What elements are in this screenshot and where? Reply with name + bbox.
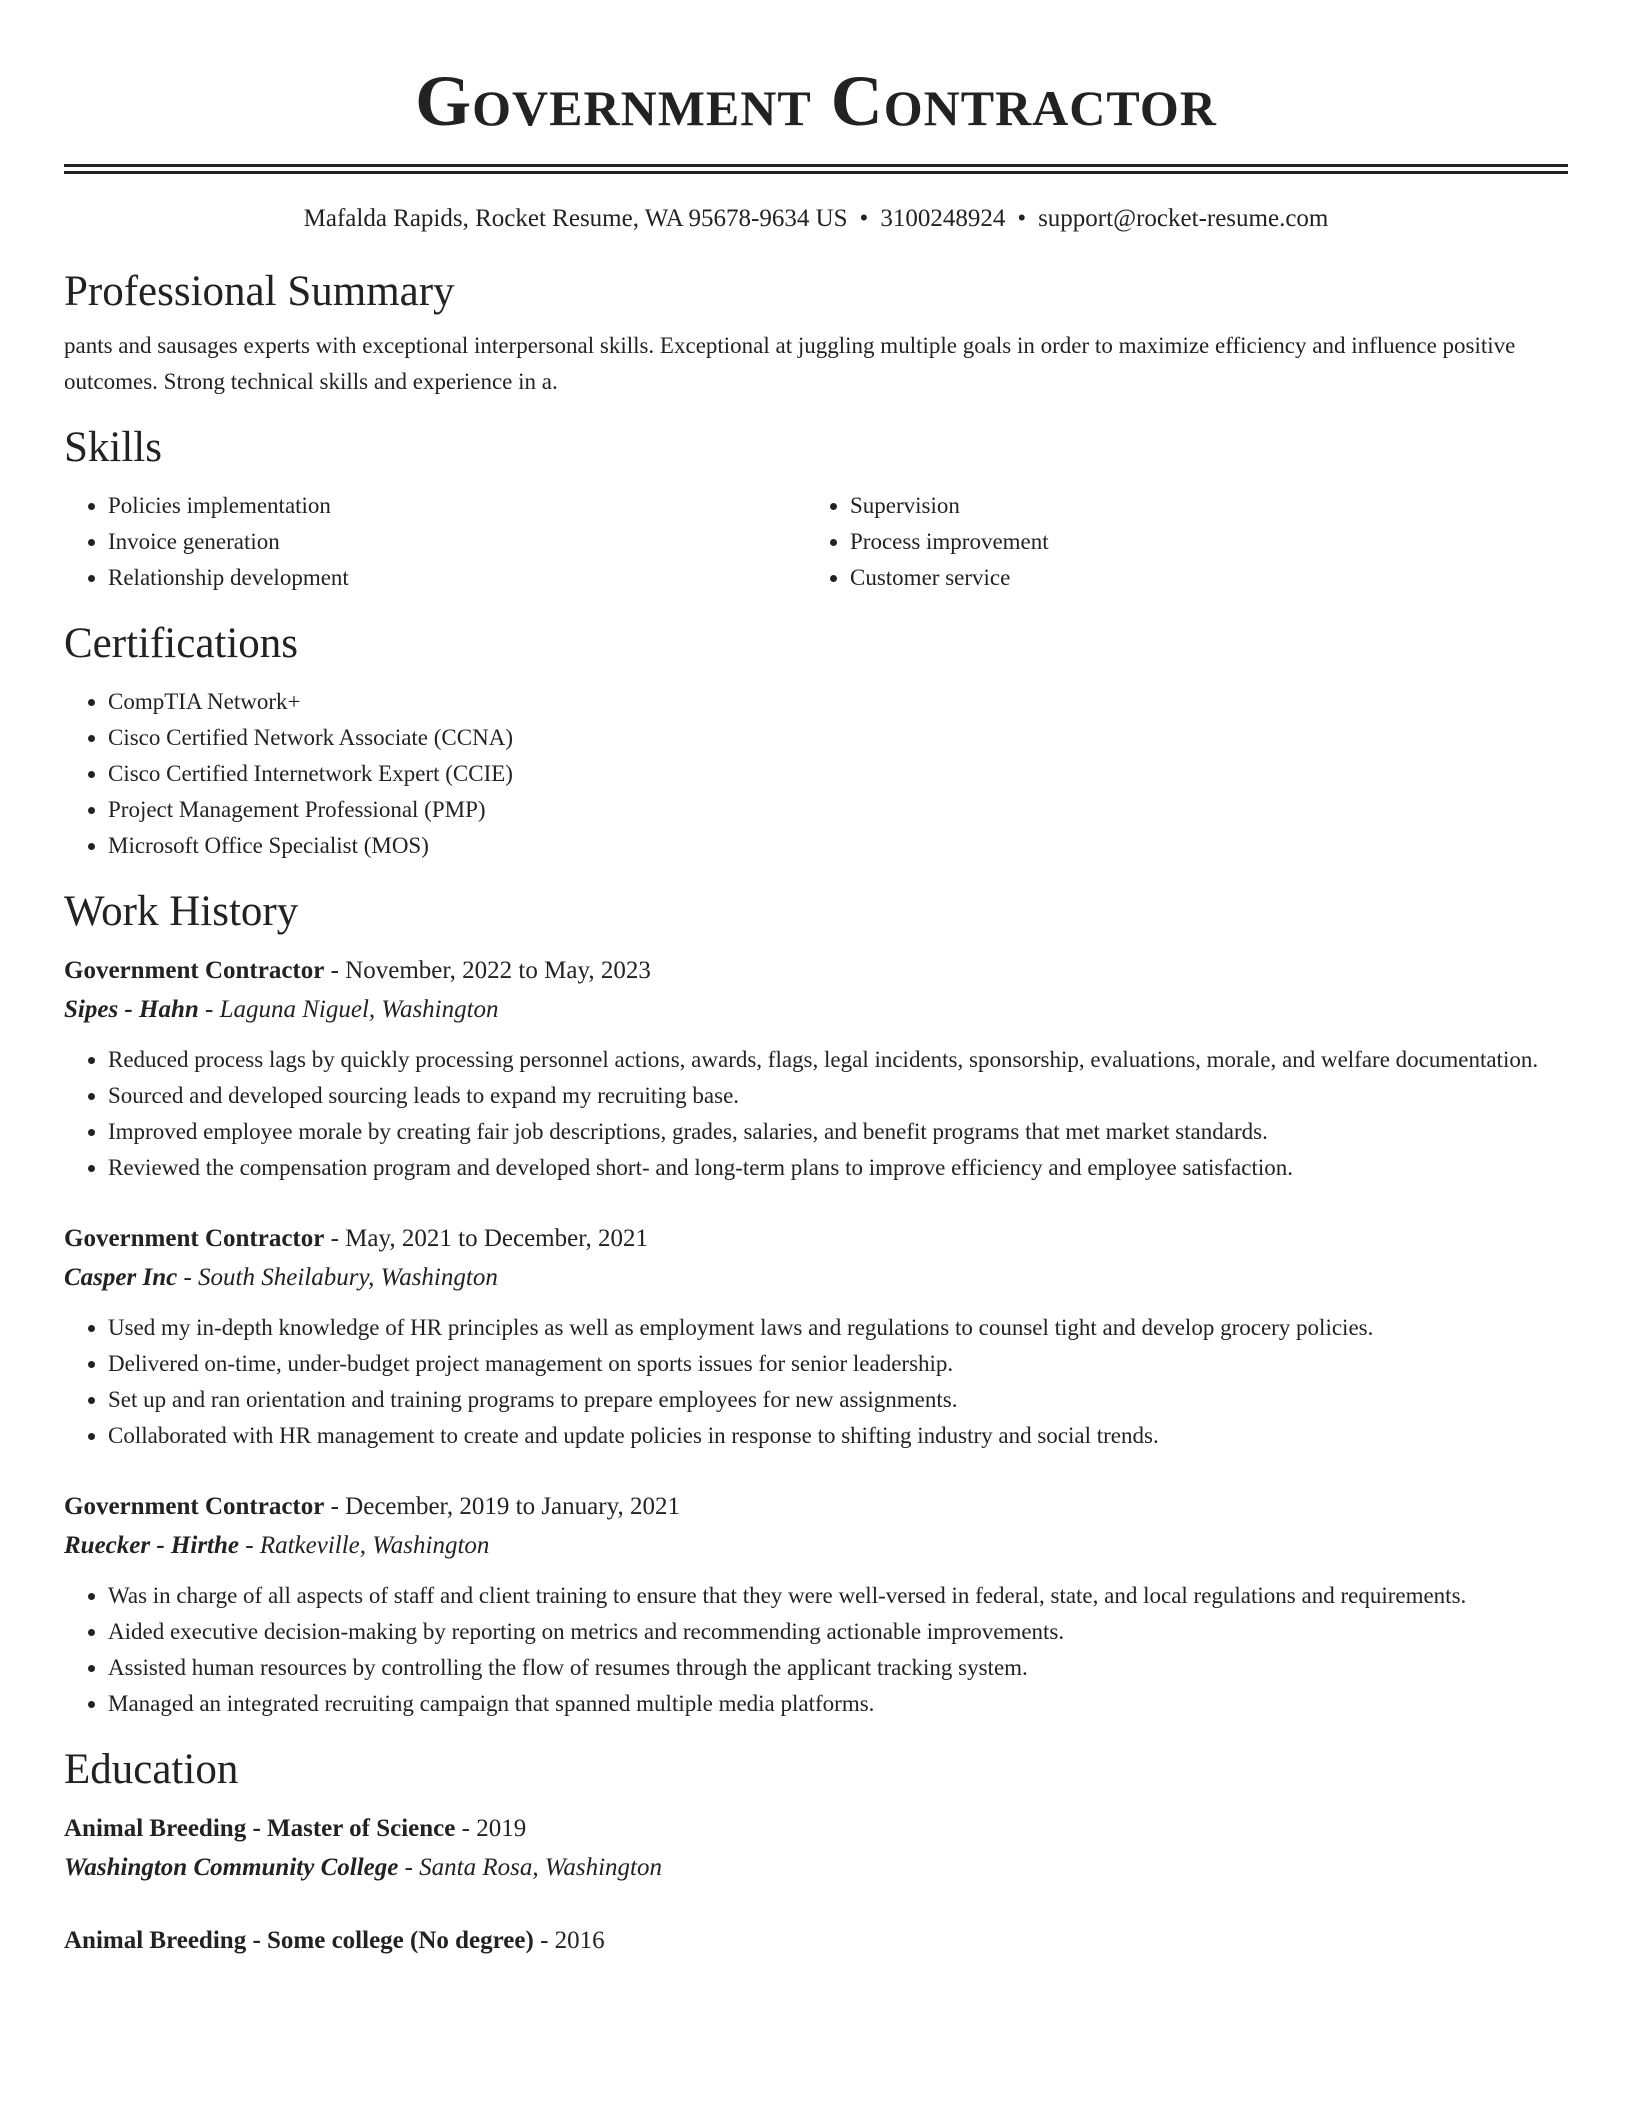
job-entry [64,952,1568,1186]
education-school: Washington Community College [64,1854,399,1881]
job-company-line [64,1258,1568,1298]
job-location: - Ratkeville, Washington [239,1532,490,1559]
skills-column-right [806,488,1548,596]
education-degree: Animal Breeding - Some college (No degree) [64,1927,534,1954]
certification-item: • Project Management Professional (PMP) [108,792,1568,828]
job-bullet: • Managed an integrated recruiting campaign that spanned multiple media platforms. [108,1686,1568,1722]
job-dates: - December, 2019 to January, 2021 [324,1493,680,1520]
job-dates: - May, 2021 to December, 2021 [324,1225,649,1252]
job-company: Casper Inc [64,1264,178,1291]
skill-item: • Process improvement [850,524,1548,560]
certification-item: • Microsoft Office Specialist (MOS) [108,828,1568,864]
skill-item: • Supervision [850,488,1548,524]
education-degree-line [64,1922,1568,1960]
education-year: - 2016 [533,1927,605,1954]
job-bullet: • Reduced process lags by quickly processing personnel actions, awards, flags, legal incidents, sponsorship, evaluations, morale, and welfare documentation. [108,1042,1568,1078]
job-location: - South Sheilabury, Washington [177,1264,498,1291]
job-location: - Laguna Niguel, Washington [198,996,499,1023]
resume-page [64,0,1568,1960]
job-bullet: • Used my in-depth knowledge of HR principles as well as employment laws and regulations to counsel tight and develop grocery policies. [108,1310,1568,1346]
summary-text: pants and sausages experts with exceptional interpersonal skills. Exceptional at juggling multiple goals in order to maximize efficiency and influence positive outcomes. Strong technical skills and experience in a. [64,333,1516,394]
title-divider [64,164,1568,174]
education-entry [64,1810,1568,1888]
job-bullet: • Aided executive decision-making by reporting on metrics and recommending actionable improvements. [108,1614,1568,1650]
section-heading-certifications: Certifications [64,620,299,667]
certification-item: • CompTIA Network+ [108,684,1568,720]
job-company-line [64,1526,1568,1566]
job-bullet: • Improved employee morale by creating fair job descriptions, grades, salaries, and benefit programs that met market standards. [108,1114,1568,1150]
job-title-line [64,952,1568,990]
contact-separator: • [859,205,869,232]
skill-item: • Policies implementation [108,488,806,524]
skill-item: • Relationship development [108,560,806,596]
certifications-list [64,684,1568,864]
job-bullets [64,1042,1568,1186]
job-bullet: • Reviewed the compensation program and developed short- and long-term plans to improve efficiency and employee satisfaction. [108,1150,1568,1186]
job-dates: - November, 2022 to May, 2023 [324,957,651,984]
job-title-line [64,1220,1568,1258]
skill-item: • Customer service [850,560,1548,596]
job-bullet: • Assisted human resources by controlling the flow of resumes through the applicant tracking system. [108,1650,1568,1686]
job-role: Government Contractor [64,1225,325,1252]
job-company: Sipes - Hahn [64,996,199,1023]
education-degree: Animal Breeding - Master of Science [64,1815,456,1842]
education-year: - 2019 [455,1815,527,1842]
contact-phone: 3100248924 [880,205,1006,232]
job-bullet: • Set up and ran orientation and training programs to prepare employees for new assignments. [108,1382,1568,1418]
contact-separator: • [1017,205,1027,232]
contact-line [64,204,1568,234]
job-entry [64,1488,1568,1722]
job-bullet: • Delivered on-time, under-budget project management on sports issues for senior leadership. [108,1346,1568,1382]
job-entry [64,1220,1568,1454]
job-bullets [64,1578,1568,1722]
job-company-line [64,990,1568,1030]
education-school-line [64,1848,1568,1888]
skills-list [64,488,1568,596]
skills-column-left [64,488,806,596]
education-degree-line [64,1810,1568,1848]
job-bullets [64,1310,1568,1454]
education-entry [64,1922,1568,1960]
page-title: Government Contractor [415,61,1217,141]
contact-email: support@rocket-resume.com [1038,205,1329,232]
certification-item: • Cisco Certified Network Associate (CCNA) [108,720,1568,756]
job-title-line [64,1488,1568,1526]
job-bullet: • Collaborated with HR management to create and update policies in response to shifting industry and social trends. [108,1418,1568,1454]
section-heading-summary: Professional Summary [64,268,455,315]
job-role: Government Contractor [64,1493,325,1520]
job-role: Government Contractor [64,957,325,984]
education-location: - Santa Rosa, Washington [398,1854,662,1881]
job-company: Ruecker - Hirthe [64,1532,239,1559]
job-bullet: • Sourced and developed sourcing leads to expand my recruiting base. [108,1078,1568,1114]
job-bullet: • Was in charge of all aspects of staff and client training to ensure that they were well-versed in federal, state, and local regulations and requirements. [108,1578,1568,1614]
section-heading-education: Education [64,1746,239,1793]
certification-item: • Cisco Certified Internetwork Expert (CCIE) [108,756,1568,792]
contact-address: Mafalda Rapids, Rocket Resume, WA 95678-9634 US [303,205,848,232]
section-heading-work-history: Work History [64,888,299,935]
skill-item: • Invoice generation [108,524,806,560]
section-heading-skills: Skills [64,424,162,471]
